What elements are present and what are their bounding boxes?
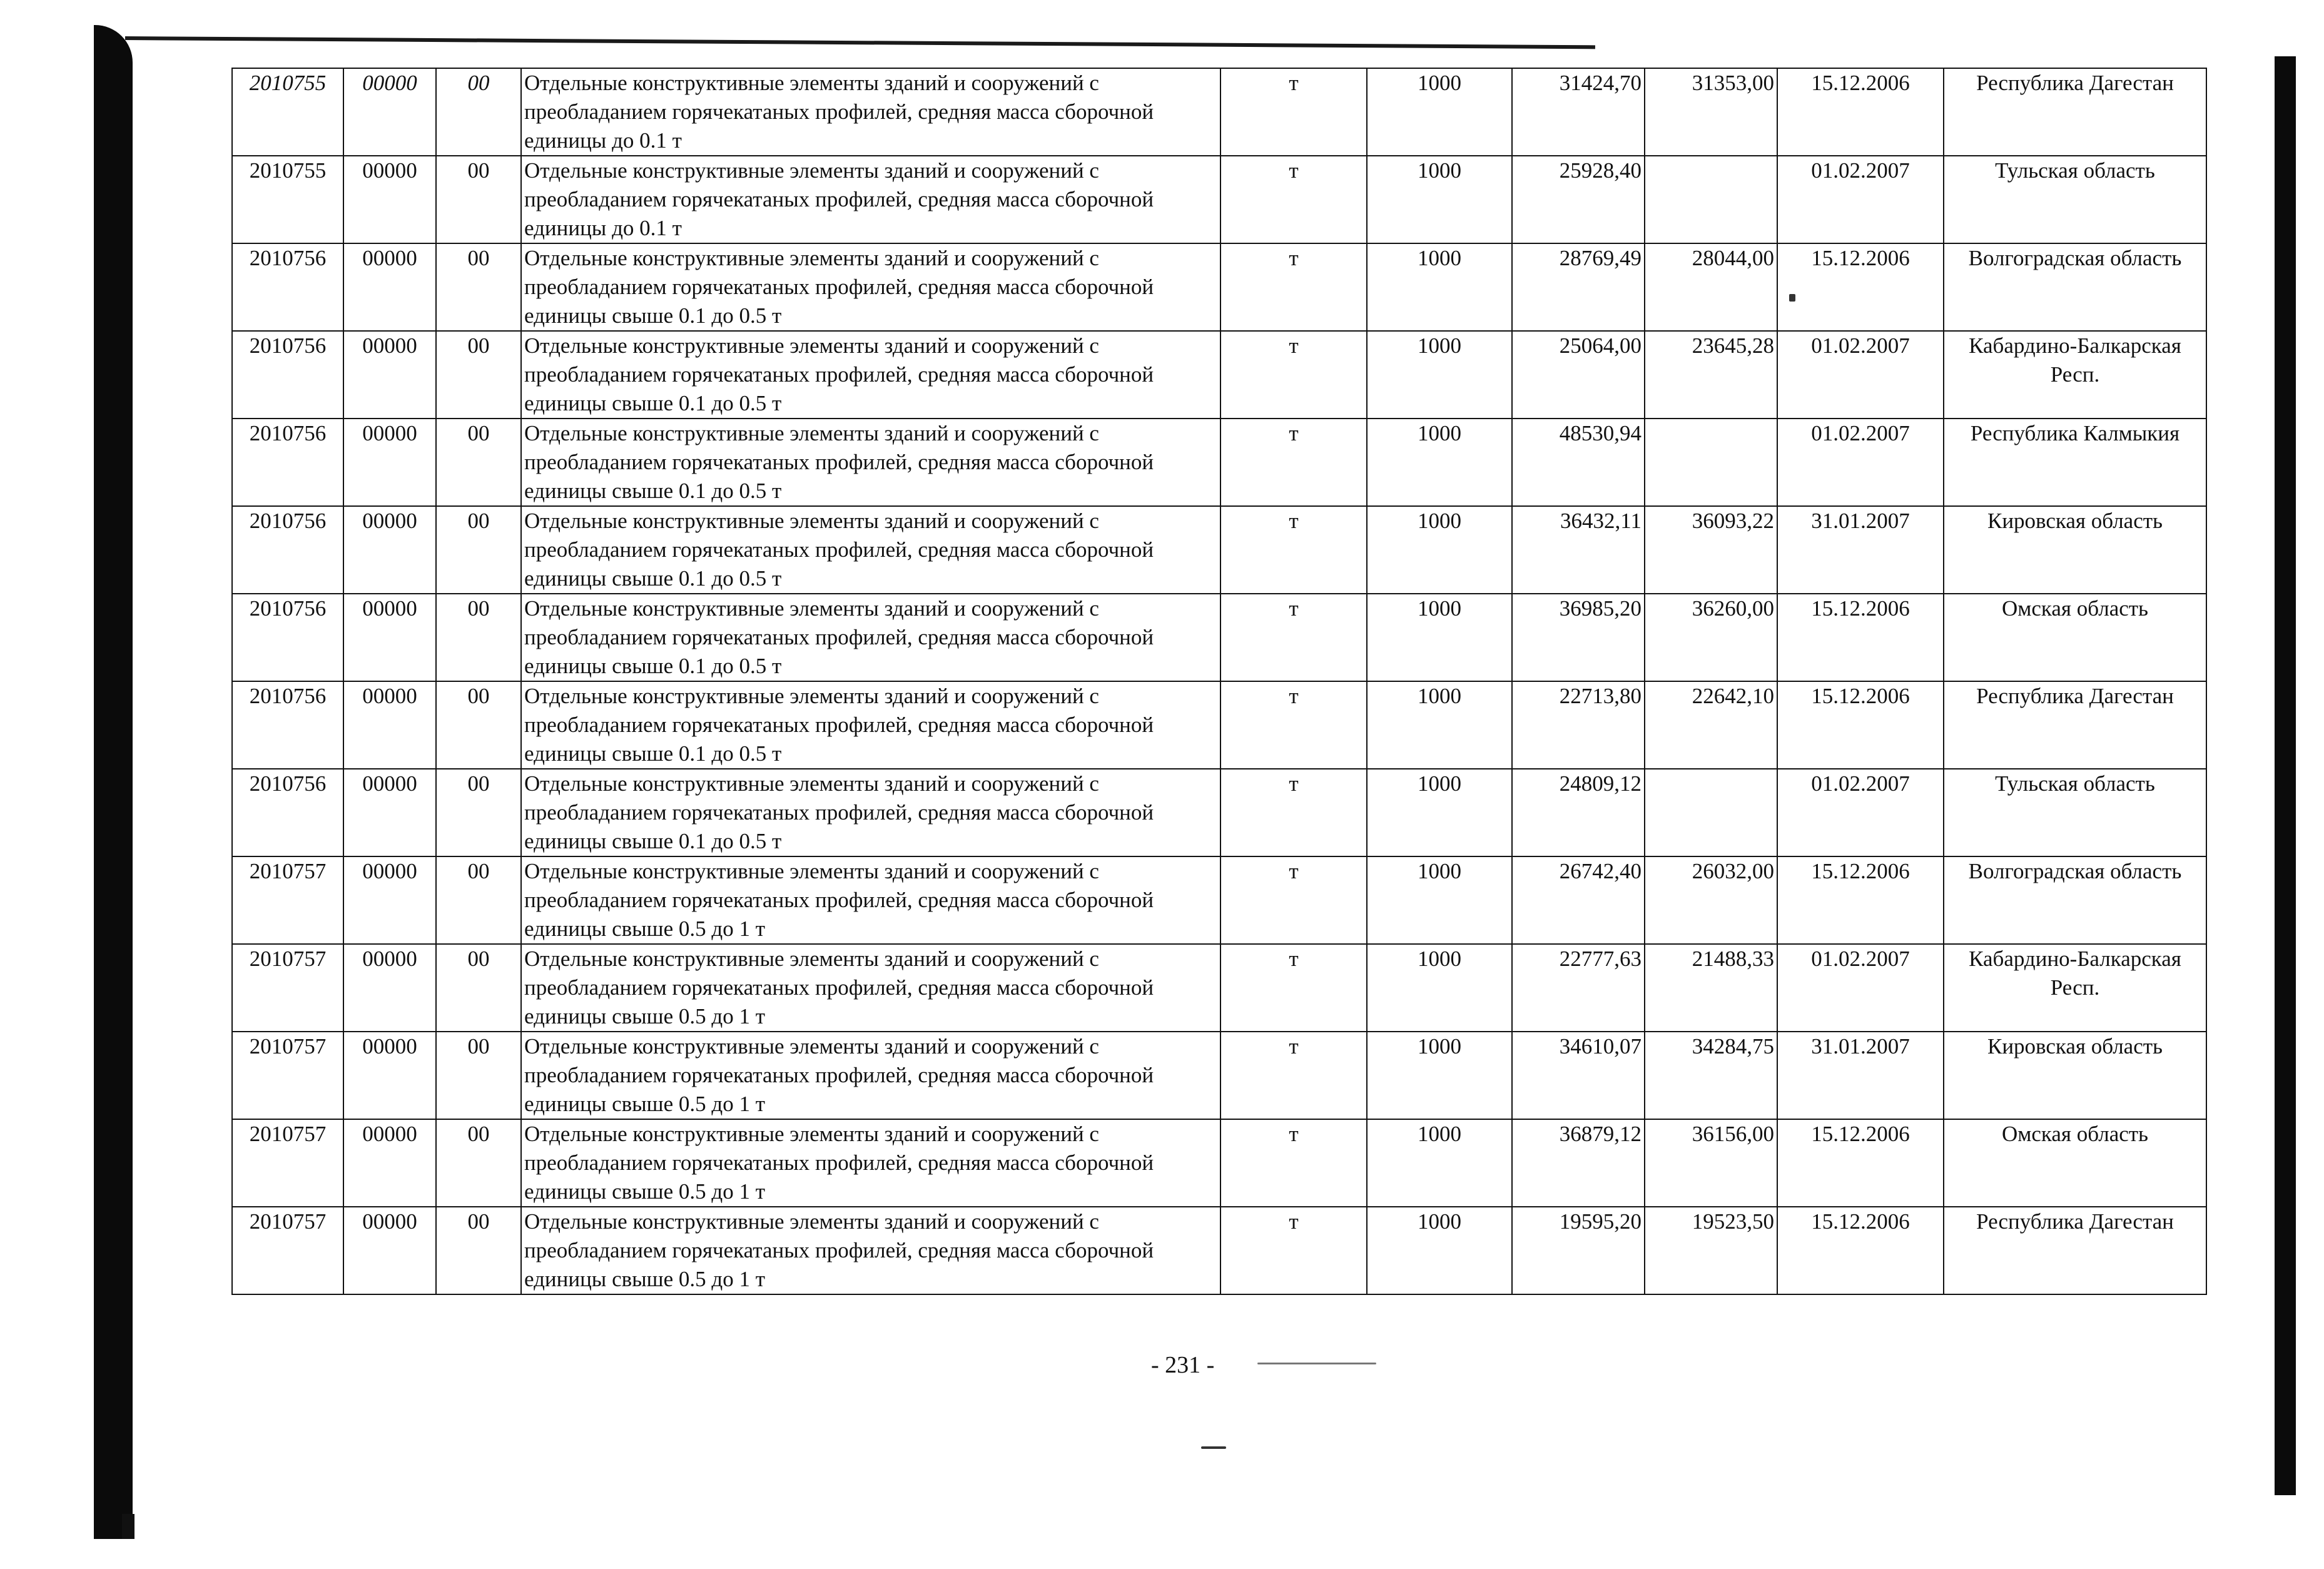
cell-date: 15.12.2006: [1777, 681, 1944, 769]
cell-region: Кабардино-Балкарская Респ.: [1944, 944, 2206, 1032]
cell-code: 2010757: [232, 1119, 343, 1207]
cell-unit: т: [1220, 506, 1367, 594]
table-row: [232, 156, 2206, 243]
cell-price-2: 34284,75: [1645, 1032, 1777, 1119]
cell-code: 2010756: [232, 594, 343, 681]
cell-price-1: 24809,12: [1512, 769, 1645, 856]
cell-subcode-2: 00: [436, 243, 521, 331]
cell-subcode-2: 00: [436, 769, 521, 856]
cell-region: Кировская область: [1944, 1032, 2206, 1119]
cell-price-1: 26742,40: [1512, 856, 1645, 944]
cell-price-1: 36985,20: [1512, 594, 1645, 681]
cell-price-2: 36260,00: [1645, 594, 1777, 681]
cell-date: 01.02.2007: [1777, 769, 1944, 856]
cell-description: Отдельные конструктивные элементы зданий и сооружений с преобладанием горячекатаных профилей, средняя масса сборочной единицы свыше 0.5 до 1 т: [521, 856, 1220, 944]
cell-date: 01.02.2007: [1777, 331, 1944, 419]
cell-unit: т: [1220, 681, 1367, 769]
cell-price-2: 36093,22: [1645, 506, 1777, 594]
cell-price-2: 26032,00: [1645, 856, 1777, 944]
cell-code: 2010756: [232, 769, 343, 856]
cell-price-2: 22642,10: [1645, 681, 1777, 769]
cell-price-2: [1645, 419, 1777, 506]
cell-unit: т: [1220, 1032, 1367, 1119]
cell-description: Отдельные конструктивные элементы зданий и сооружений с преобладанием горячекатаных профилей, средняя масса сборочной единицы свыше 0.5 до 1 т: [521, 1032, 1220, 1119]
cell-price-1: 19595,20: [1512, 1207, 1645, 1294]
table-row: [232, 506, 2206, 594]
cell-subcode: 00000: [343, 769, 436, 856]
table-row: [232, 331, 2206, 419]
cell-description: Отдельные конструктивные элементы зданий и сооружений с преобладанием горячекатаных профилей, средняя масса сборочной единицы до 0.1 т: [521, 156, 1220, 243]
cell-code: 2010757: [232, 1207, 343, 1294]
cell-date: 01.02.2007: [1777, 156, 1944, 243]
cell-unit: т: [1220, 1119, 1367, 1207]
cell-description: Отдельные конструктивные элементы зданий и сооружений с преобладанием горячекатаных профилей, средняя масса сборочной единицы свыше 0.1 до 0.5 т: [521, 769, 1220, 856]
cell-price-2: 31353,00: [1645, 68, 1777, 156]
scan-top-edge: [125, 36, 1595, 49]
cell-subcode-2: 00: [436, 506, 521, 594]
cell-subcode-2: 00: [436, 1032, 521, 1119]
cell-subcode: 00000: [343, 419, 436, 506]
cell-subcode: 00000: [343, 1207, 436, 1294]
cell-code: 2010756: [232, 506, 343, 594]
cell-price-1: 25064,00: [1512, 331, 1645, 419]
price-table-body: [232, 68, 2206, 1294]
cell-description: Отдельные конструктивные элементы зданий и сооружений с преобладанием горячекатаных профилей, средняя масса сборочной единицы свыше 0.5 до 1 т: [521, 1119, 1220, 1207]
cell-code: 2010756: [232, 681, 343, 769]
cell-date: 15.12.2006: [1777, 856, 1944, 944]
cell-code: 2010757: [232, 1032, 343, 1119]
cell-price-1: 28769,49: [1512, 243, 1645, 331]
cell-date: 01.02.2007: [1777, 419, 1944, 506]
cell-price-2: [1645, 769, 1777, 856]
cell-code: 2010755: [232, 68, 343, 156]
cell-price-1: 34610,07: [1512, 1032, 1645, 1119]
scan-right-shadow: [2275, 56, 2296, 1495]
cell-code: 2010757: [232, 856, 343, 944]
cell-subcode: 00000: [343, 1119, 436, 1207]
cell-quantity: 1000: [1367, 68, 1512, 156]
cell-subcode-2: 00: [436, 1207, 521, 1294]
table-row: [232, 1032, 2206, 1119]
cell-price-2: 19523,50: [1645, 1207, 1777, 1294]
cell-region: Тульская область: [1944, 769, 2206, 856]
cell-quantity: 1000: [1367, 331, 1512, 419]
cell-subcode: 00000: [343, 681, 436, 769]
cell-subcode: 00000: [343, 156, 436, 243]
cell-date: 15.12.2006: [1777, 1119, 1944, 1207]
cell-description: Отдельные конструктивные элементы зданий и сооружений с преобладанием горячекатаных профилей, средняя масса сборочной единицы свыше 0.1 до 0.5 т: [521, 506, 1220, 594]
cell-unit: т: [1220, 419, 1367, 506]
scan-corner-mark: [122, 1514, 134, 1539]
cell-region: Волгоградская область: [1944, 243, 2206, 331]
cell-price-1: 25928,40: [1512, 156, 1645, 243]
cell-subcode: 00000: [343, 331, 436, 419]
table-row: [232, 856, 2206, 944]
cell-quantity: 1000: [1367, 769, 1512, 856]
cell-description: Отдельные конструктивные элементы зданий и сооружений с преобладанием горячекатаных профилей, средняя масса сборочной единицы свыше 0.1 до 0.5 т: [521, 243, 1220, 331]
cell-subcode: 00000: [343, 856, 436, 944]
table-row: [232, 1207, 2206, 1294]
page-number: - 231 -: [1151, 1352, 1215, 1378]
cell-description: Отдельные конструктивные элементы зданий и сооружений с преобладанием горячекатаных профилей, средняя масса сборочной единицы свыше 0.5 до 1 т: [521, 1207, 1220, 1294]
table-row: [232, 68, 2206, 156]
scan-speck: [1257, 1363, 1376, 1364]
cell-region: Омская область: [1944, 594, 2206, 681]
cell-quantity: 1000: [1367, 944, 1512, 1032]
scan-speck: [1789, 294, 1795, 302]
cell-description: Отдельные конструктивные элементы зданий и сооружений с преобладанием горячекатаных профилей, средняя масса сборочной единицы до 0.1 т: [521, 68, 1220, 156]
cell-date: 15.12.2006: [1777, 68, 1944, 156]
cell-date: 15.12.2006: [1777, 243, 1944, 331]
cell-code: 2010756: [232, 331, 343, 419]
cell-subcode-2: 00: [436, 1119, 521, 1207]
cell-subcode-2: 00: [436, 856, 521, 944]
cell-quantity: 1000: [1367, 594, 1512, 681]
scan-speck: [1201, 1446, 1226, 1449]
cell-date: 15.12.2006: [1777, 594, 1944, 681]
cell-quantity: 1000: [1367, 156, 1512, 243]
cell-unit: т: [1220, 594, 1367, 681]
cell-price-2: 21488,33: [1645, 944, 1777, 1032]
cell-price-2: [1645, 156, 1777, 243]
cell-code: 2010756: [232, 419, 343, 506]
cell-region: Республика Дагестан: [1944, 68, 2206, 156]
cell-price-1: 48530,94: [1512, 419, 1645, 506]
cell-unit: т: [1220, 68, 1367, 156]
cell-region: Волгоградская область: [1944, 856, 2206, 944]
cell-subcode: 00000: [343, 944, 436, 1032]
cell-description: Отдельные конструктивные элементы зданий и сооружений с преобладанием горячекатаных профилей, средняя масса сборочной единицы свыше 0.5 до 1 т: [521, 944, 1220, 1032]
cell-unit: т: [1220, 944, 1367, 1032]
cell-quantity: 1000: [1367, 681, 1512, 769]
cell-subcode: 00000: [343, 243, 436, 331]
cell-subcode-2: 00: [436, 681, 521, 769]
cell-unit: т: [1220, 331, 1367, 419]
cell-description: Отдельные конструктивные элементы зданий и сооружений с преобладанием горячекатаных профилей, средняя масса сборочной единицы свыше 0.1 до 0.5 т: [521, 419, 1220, 506]
cell-subcode-2: 00: [436, 594, 521, 681]
cell-price-1: 36879,12: [1512, 1119, 1645, 1207]
cell-subcode-2: 00: [436, 68, 521, 156]
cell-quantity: 1000: [1367, 1032, 1512, 1119]
cell-unit: т: [1220, 856, 1367, 944]
cell-subcode-2: 00: [436, 944, 521, 1032]
cell-region: Омская область: [1944, 1119, 2206, 1207]
cell-price-1: 31424,70: [1512, 68, 1645, 156]
cell-unit: т: [1220, 769, 1367, 856]
cell-subcode: 00000: [343, 68, 436, 156]
cell-description: Отдельные конструктивные элементы зданий и сооружений с преобладанием горячекатаных профилей, средняя масса сборочной единицы свыше 0.1 до 0.5 т: [521, 681, 1220, 769]
cell-date: 15.12.2006: [1777, 1207, 1944, 1294]
table-row: [232, 419, 2206, 506]
cell-unit: т: [1220, 1207, 1367, 1294]
cell-subcode-2: 00: [436, 331, 521, 419]
table-row: [232, 944, 2206, 1032]
table-row: [232, 1119, 2206, 1207]
cell-subcode-2: 00: [436, 419, 521, 506]
cell-description: Отдельные конструктивные элементы зданий и сооружений с преобладанием горячекатаных профилей, средняя масса сборочной единицы свыше 0.1 до 0.5 т: [521, 331, 1220, 419]
cell-code: 2010756: [232, 243, 343, 331]
cell-unit: т: [1220, 156, 1367, 243]
cell-date: 01.02.2007: [1777, 944, 1944, 1032]
cell-price-1: 36432,11: [1512, 506, 1645, 594]
cell-subcode: 00000: [343, 594, 436, 681]
cell-region: Республика Дагестан: [1944, 681, 2206, 769]
table-row: [232, 594, 2206, 681]
cell-price-2: 36156,00: [1645, 1119, 1777, 1207]
cell-quantity: 1000: [1367, 1119, 1512, 1207]
cell-quantity: 1000: [1367, 1207, 1512, 1294]
cell-region: Кабардино-Балкарская Респ.: [1944, 331, 2206, 419]
cell-region: Республика Дагестан: [1944, 1207, 2206, 1294]
cell-quantity: 1000: [1367, 506, 1512, 594]
table-row: [232, 681, 2206, 769]
cell-price-2: 28044,00: [1645, 243, 1777, 331]
cell-description: Отдельные конструктивные элементы зданий и сооружений с преобладанием горячекатаных профилей, средняя масса сборочной единицы свыше 0.1 до 0.5 т: [521, 594, 1220, 681]
cell-date: 31.01.2007: [1777, 1032, 1944, 1119]
cell-quantity: 1000: [1367, 419, 1512, 506]
cell-code: 2010755: [232, 156, 343, 243]
table-row: [232, 769, 2206, 856]
scan-left-shadow: [94, 25, 133, 1539]
cell-price-1: 22713,80: [1512, 681, 1645, 769]
cell-unit: т: [1220, 243, 1367, 331]
table-row: [232, 243, 2206, 331]
cell-region: Республика Калмыкия: [1944, 419, 2206, 506]
cell-date: 31.01.2007: [1777, 506, 1944, 594]
cell-quantity: 1000: [1367, 856, 1512, 944]
cell-region: Тульская область: [1944, 156, 2206, 243]
cell-subcode: 00000: [343, 1032, 436, 1119]
cell-subcode: 00000: [343, 506, 436, 594]
cell-code: 2010757: [232, 944, 343, 1032]
cell-quantity: 1000: [1367, 243, 1512, 331]
cell-price-2: 23645,28: [1645, 331, 1777, 419]
price-table: [231, 68, 2207, 1295]
cell-region: Кировская область: [1944, 506, 2206, 594]
cell-price-1: 22777,63: [1512, 944, 1645, 1032]
cell-subcode-2: 00: [436, 156, 521, 243]
